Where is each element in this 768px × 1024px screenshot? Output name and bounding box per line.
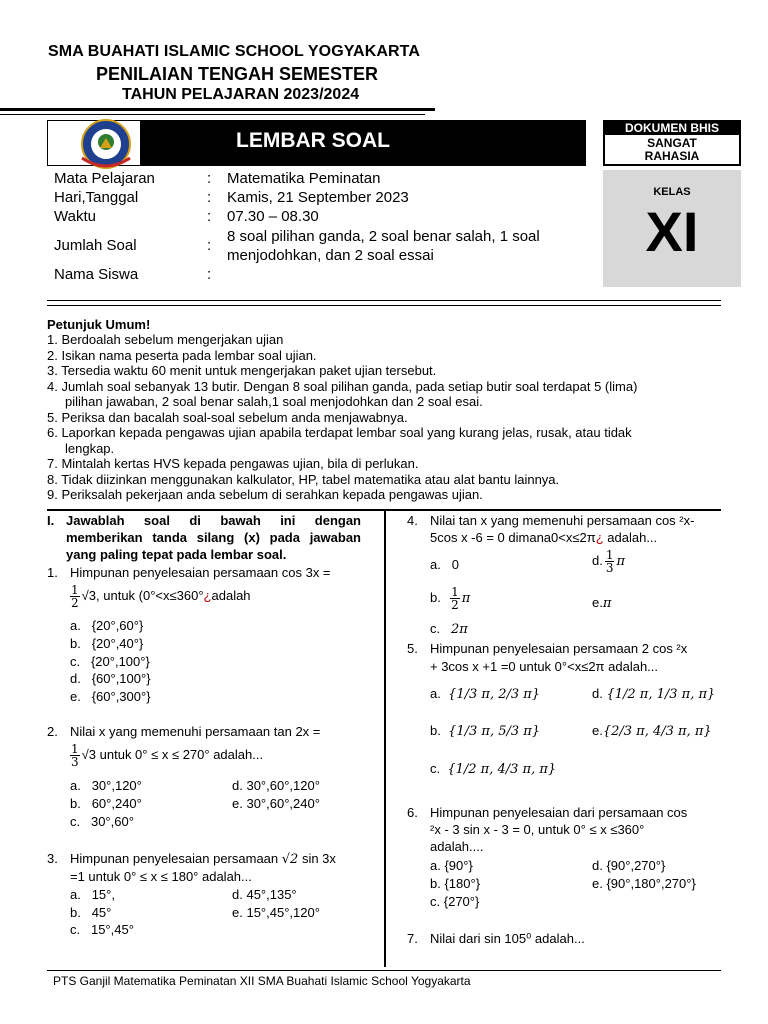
q3-condition: =1 untuk 0° ≤ x ≤ 180° adalah... [70,869,252,884]
q5-option-b[interactable]: b. {1/3 π, 5/3 π} [430,723,541,739]
q3-option-a[interactable]: a. 15°, [70,887,115,902]
instruction-item: 7. Mintalah kertas HVS kepada pengawas ujian, bila di perlukan. [47,456,419,471]
divider [47,305,721,306]
instruction-item-cont: lengkap. [65,440,115,456]
q4-option-b[interactable]: b. $\frac{1}{2}$ π [430,585,471,612]
section-instruction-line2: memberikan tanda silang (x) pada jawaban [66,530,361,545]
q2-fraction: $\frac{1}{3}$ [71,742,79,769]
q3-text: Himpunan penyelesaian persamaan √2 sin 3x [70,851,336,867]
section-instruction-line1: Jawablah soal di bawah ini dengan [66,513,361,528]
footer-rule [47,970,721,971]
q2-text: Nilai x yang memenuhi persamaan tan 2x = [70,724,321,739]
q1-option-b[interactable]: b. {20°,40°} [70,636,144,651]
header-rule-thin [0,114,425,115]
instruction-item: 4. Jumlah soal sebanyak 13 butir. Dengan 8 soal pilihan ganda, pada setiap butir soal terdapat 5 (lima) [47,378,638,394]
q6-option-b[interactable]: b. {180°} [430,876,481,891]
section-number: I. [47,513,55,528]
q5-option-c[interactable]: c. {1/2 π, 4/3 π, π} [430,761,557,777]
q4-option-a[interactable]: a. 0 [430,557,459,572]
instruction-item: 6. Laporkan kepada pengawas ujian apabila terdapat lembar soal yang kurang jelas, rusak, atau tidak [47,425,632,440]
info-colon: : [207,170,212,187]
info-colon: : [207,189,212,206]
document-classification [605,137,739,163]
q4-text: Nilai tan x yang memenuhi persamaan cos ²x- [430,513,695,528]
q4-option-c[interactable]: c. 2π [430,621,468,637]
info-value-subject: Matematika Peminatan [227,170,381,187]
school-logo [72,118,140,170]
exam-title: PENILAIAN TENGAH SEMESTER [96,64,379,84]
column-divider [384,509,386,967]
q2-option-a[interactable]: a. 30°,120° [70,778,142,793]
q1-number: 1. [47,565,58,580]
instructions-list [47,332,717,503]
instruction-item: 9. Periksalah pekerjaan anda sebelum di serahkan kepada pengawas ujian. [47,487,483,502]
q6-option-e[interactable]: e. {90°,180°,270°} [592,876,696,891]
class-value: XI [645,200,699,263]
q2-option-c[interactable]: c. 30°,60° [70,814,134,829]
q1-condition: untuk (0°<x≤360° [103,587,204,603]
q1-root: √3, [81,587,100,603]
class-label: KELAS [653,186,691,198]
info-label-time: Waktu [54,208,96,225]
q2-number: 2. [47,724,58,739]
q1-option-c[interactable]: c. {20°,100°} [70,654,150,669]
instruction-item: 5. Periksa dan bacalah soal-soal sebelum anda menjawabnya. [47,409,408,425]
q6-text: Himpunan penyelesaian dari persamaan cos [430,805,688,820]
q2-expression [68,743,263,768]
q1-option-a[interactable]: a. {20°,60°} [70,618,144,633]
q5-text: Himpunan penyelesaian persamaan 2 cos ²x [430,641,688,656]
info-label-count: Jumlah Soal [54,237,137,254]
q2-option-d[interactable]: d. 30°,60°,120° [232,778,320,793]
instruction-item: 1. Berdoalah sebelum mengerjakan ujian [47,332,284,347]
instruction-item: 2. Isikan nama peserta pada lembar soal ujian. [47,347,317,363]
q1-option-e[interactable]: e. {60°,300°} [70,689,151,704]
instruction-item: 3. Tersedia waktu 60 menit untuk mengerjakan paket ujian tersebut. [47,363,437,378]
q4-option-e[interactable]: e.π [592,595,612,611]
q6-option-c[interactable]: c. {270°} [430,894,480,909]
info-colon: : [207,208,212,225]
q5-number: 5. [407,641,418,656]
academic-year: TAHUN PELAJARAN 2023/2024 [122,86,360,103]
info-value-date: Kamis, 21 September 2023 [227,189,409,206]
q2-root: √3 [81,746,97,762]
q3-number: 3. [47,851,58,866]
info-label-subject: Mata Pelajaran [54,170,155,187]
q6-text-cont: ²x - 3 sin x - 3 = 0, untuk 0° ≤ x ≤360° [430,822,645,837]
info-colon: : [207,237,212,254]
q5-option-d[interactable]: d. {1/2 π, 1/3 π, π} [592,686,716,702]
q1-tail: adalah [211,587,251,603]
q1-qmark: ¿ [203,587,212,603]
info-value-count-cont: menjodohkan, dan 2 soal essai [227,247,434,264]
instructions-title: Petunjuk Umum! [47,317,151,332]
q2-condition: untuk 0° ≤ x ≤ 270° adalah... [99,746,264,762]
info-colon: : [207,266,212,283]
q5-option-e[interactable]: e.{2/3 π, 4/3 π, π} [592,723,712,739]
q4-condition: 5cos x -6 = 0 dimana0<x≤2π¿ adalah... [430,530,658,545]
q3-option-b[interactable]: b. 45° [70,905,112,920]
info-value-time: 07.30 – 08.30 [227,208,319,225]
instruction-item: 8. Tidak diizinkan menggunakan kalkulator, HP, tabel matematika atau alat bantu lainnya. [47,471,560,487]
q1-option-d[interactable]: d. {60°,100°} [70,671,151,686]
info-label-name: Nama Siswa [54,266,139,283]
classification-line2: RAHASIA [644,149,700,163]
q6-option-d[interactable]: d. {90°,270°} [592,858,666,873]
q4-option-d[interactable]: d. $\frac{1}{3}$ π [592,548,626,575]
q1-expression [68,584,251,609]
q4-number: 4. [407,513,418,528]
document-box-title: DOKUMEN BHIS [605,121,739,135]
q7-number: 7. [407,931,418,946]
q6-number: 6. [407,805,418,820]
divider [47,300,721,301]
q1-fraction: $\frac{1}{2}$ [71,583,79,610]
q6-option-a[interactable]: a. {90°} [430,858,473,873]
q1-text: Himpunan penyelesaian persamaan cos 3x = [70,565,331,580]
school-name: SMA BUAHATI ISLAMIC SCHOOL YOGYAKARTA [48,43,421,60]
header-rule [0,108,435,111]
q6-tail: adalah.... [430,839,484,854]
section-instruction-line3: yang paling tepat pada lembar soal. [66,547,287,562]
q3-root: √2 [281,852,299,867]
q5-option-a[interactable]: a. {1/3 π, 2/3 π} [430,686,541,702]
sheet-title: LEMBAR SOAL [236,129,390,152]
q7-text: Nilai dari sin 105⁰ adalah... [430,931,585,946]
q2-option-b[interactable]: b. 60°,240° [70,796,142,811]
q5-condition: + 3cos x +1 =0 untuk 0°<x≤2π adalah... [430,659,659,674]
classification-line1: SANGAT [647,136,697,150]
page-footer: PTS Ganjil Matematika Peminatan XII SMA Buahati Islamic School Yogyakarta [53,974,471,988]
q3-option-e[interactable]: e. 15°,45°,120° [232,905,320,920]
q3-option-d[interactable]: d. 45°,135° [232,887,297,902]
info-value-count: 8 soal pilihan ganda, 2 soal benar salah, 1 soal [227,228,540,245]
q3-option-c[interactable]: c. 15°,45° [70,922,134,937]
q2-option-e[interactable]: e. 30°,60°,240° [232,796,320,811]
info-label-date: Hari,Tanggal [54,189,139,206]
instruction-item-cont: pilihan jawaban, 2 soal benar salah,1 soal menjodohkan dan 2 soal esai. [65,394,483,409]
